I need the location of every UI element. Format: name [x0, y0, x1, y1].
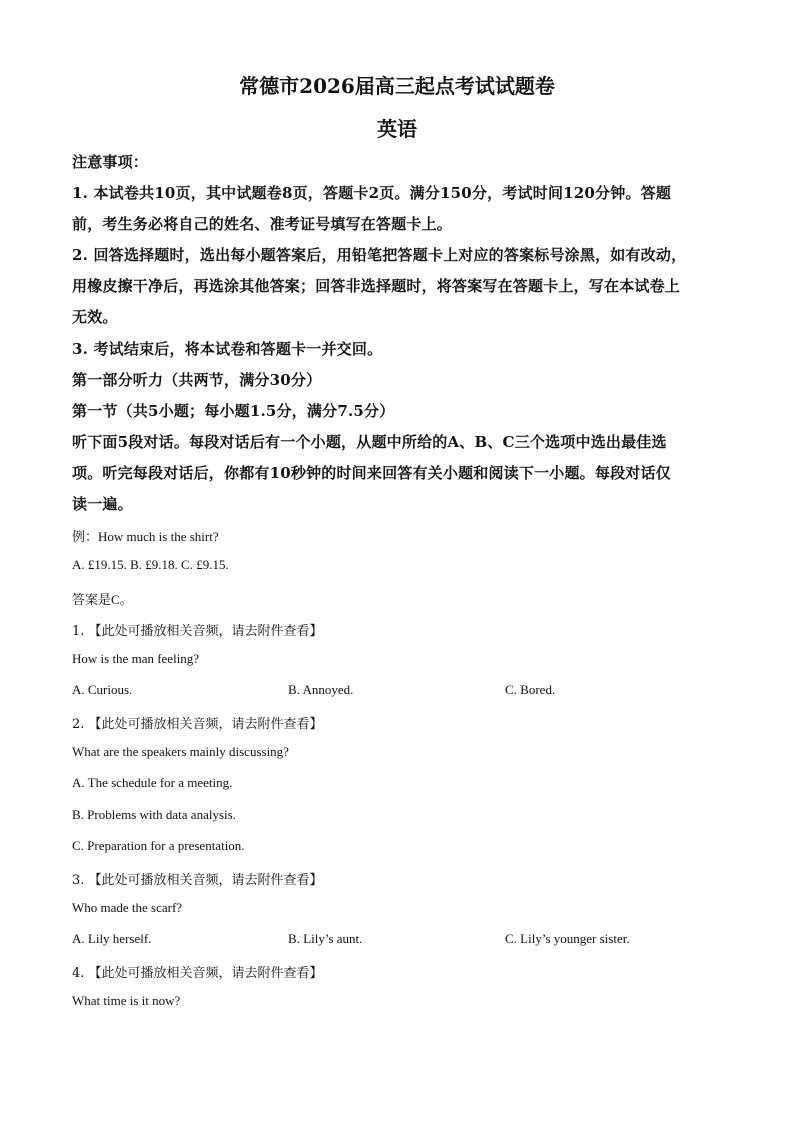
q3-option-b: B. Lily’s aunt.: [288, 931, 363, 946]
notice-heading: 注意事项：: [72, 153, 149, 171]
q4-audio-note: 4. 【此处可播放相关音频，请去附件查看】: [72, 966, 323, 981]
q3-question: Who made the scarf?: [72, 900, 183, 915]
notice-item-2-line-1: 2. 回答选择题时，选出每小题答案后，用铅笔把答题卡上对应的答案标号涂黑，如有改动，: [72, 246, 687, 264]
q2-audio-note: 2. 【此处可播放相关音频，请去附件查看】: [72, 717, 323, 732]
q1-option-a: A. Curious.: [72, 682, 133, 697]
subject-title: 英语: [377, 117, 417, 141]
q4-question: What time is it now?: [72, 993, 181, 1008]
q3-option-a: A. Lily herself.: [72, 931, 152, 946]
example-question: 例：How much is the shirt?: [72, 529, 219, 544]
example-options: A. £19.15. B. £9.18. C. £9.15.: [72, 557, 229, 572]
exam-title: 常德市2026届高三起点考试试题卷: [239, 74, 555, 98]
q2-option-c: C. Preparation for a presentation.: [72, 838, 245, 853]
q1-audio-note: 1. 【此处可播放相关音频，请去附件查看】: [72, 624, 323, 639]
instructions-line-2: 项。听完每段对话后，你都有10秒钟的时间来回答有关小题和阅读下一小题。每段对话仅: [72, 464, 671, 482]
notice-item-2-line-2: 用橡皮擦干净后，再选涂其他答案；回答非选择题时，将答案写在答题卡上，写在本试卷上: [72, 277, 681, 295]
q1-option-c: C. Bored.: [505, 682, 556, 697]
instructions-line-3: 读一遍。: [72, 495, 133, 513]
q3-option-c: C. Lily’s younger sister.: [505, 931, 630, 946]
notice-item-2-line-3: 无效。: [72, 308, 118, 326]
part1-title: 第一部分听力（共两节，满分30分）: [72, 371, 322, 389]
instructions-line-1: 听下面5段对话。每段对话后有一个小题，从题中所给的A、B、C三个选项中选出最佳选: [72, 433, 667, 451]
q2-option-a: A. The schedule for a meeting.: [72, 775, 233, 790]
notice-item-1-line-1: 1. 本试卷共10页，其中试题卷8页，答题卡2页。满分150分，考试时间120分钟。答题: [72, 184, 672, 202]
q2-question: What are the speakers mainly discussing?: [72, 744, 289, 759]
example-answer: 答案是C。: [72, 592, 133, 607]
q1-question: How is the man feeling?: [72, 651, 200, 666]
notice-item-1-line-2: 前，考生务必将自己的姓名、准考证号填写在答题卡上。: [72, 215, 453, 233]
q1-option-b: B. Annoyed.: [288, 682, 354, 697]
notice-item-3: 3. 考试结束后，将本试卷和答题卡一并交回。: [72, 340, 383, 358]
q3-audio-note: 3. 【此处可播放相关音频，请去附件查看】: [72, 873, 323, 888]
q2-option-b: B. Problems with data analysis.: [72, 807, 236, 822]
section1-title: 第一节（共5小题；每小题1.5分，满分7.5分）: [72, 402, 395, 420]
